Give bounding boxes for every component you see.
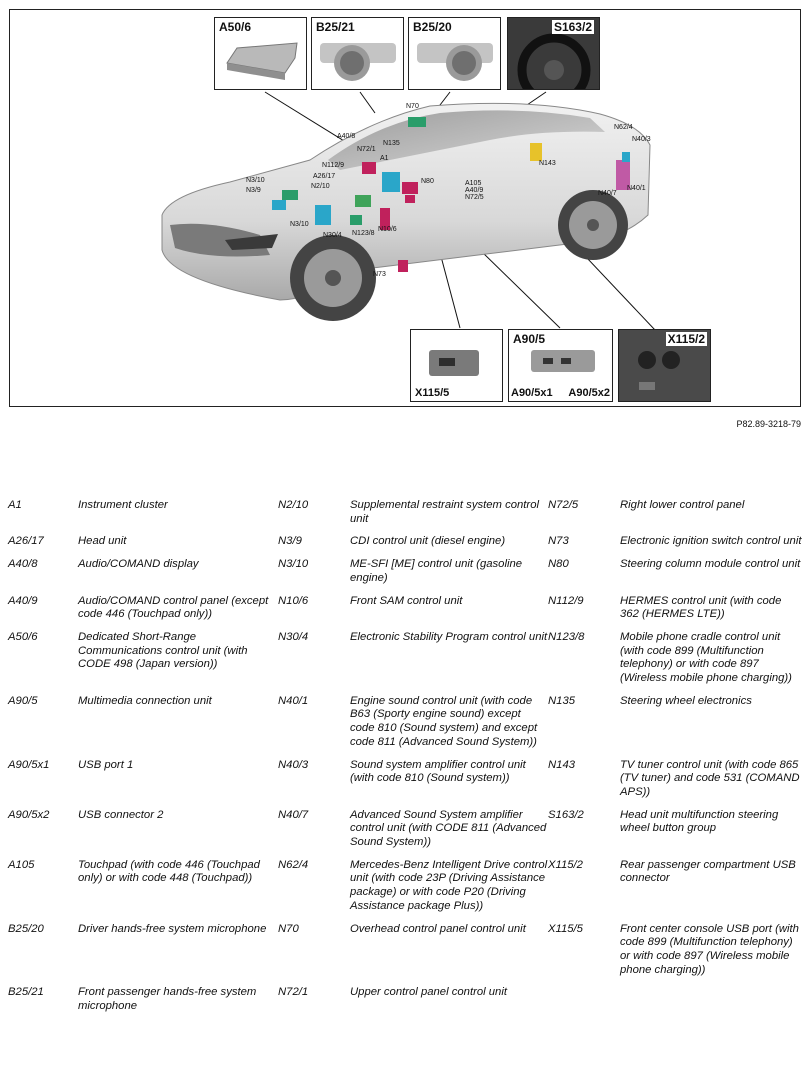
- legend-description: Overhead control panel control unit: [350, 922, 526, 935]
- legend-row: [8, 499, 803, 535]
- legend-code: N135: [548, 694, 576, 707]
- legend-code: A90/5x1: [8, 758, 50, 771]
- legend-row: [8, 986, 803, 1022]
- label-a40-9: A40/9: [465, 187, 484, 194]
- legend-code: N3/9: [278, 535, 302, 548]
- legend-code: X115/5: [548, 922, 583, 935]
- callout-a90-5-title: A90/5: [513, 332, 546, 346]
- label-n40-3: N40/3: [632, 136, 651, 143]
- label-n2-10: N2/10: [311, 183, 330, 190]
- legend-code: N73: [548, 535, 569, 548]
- legend-description: Front center console USB port (with code 899 (Multifunction telephony) or with code 897 (Wireless mobile phone charging)): [620, 922, 799, 976]
- legend-description: Supplemental restraint system control unit: [350, 499, 539, 525]
- label-n70: N70: [406, 103, 419, 110]
- legend-description: Steering column module control unit: [620, 558, 801, 571]
- legend-code: [548, 986, 620, 1022]
- label-a105: A105: [465, 180, 482, 187]
- legend-code: N143: [548, 758, 576, 771]
- callout-a90-5x1-title: A90/5x1: [511, 387, 553, 399]
- callout-b25-20: [408, 17, 501, 90]
- legend-description: Rear passenger compartment USB connector: [620, 858, 796, 885]
- legend-code: N62/4: [278, 858, 309, 871]
- legend-description: Instrument cluster: [78, 499, 168, 511]
- label-a26-17: A26/17: [313, 173, 336, 180]
- legend-description: Sound system amplifier control unit (with code 810 (Sound system)): [350, 758, 526, 785]
- legend-code: N40/7: [278, 808, 309, 821]
- callout-a50-6: [214, 17, 307, 90]
- legend-code: S163/2: [548, 808, 584, 821]
- legend-description: Electronic Stability Program control unit: [350, 630, 548, 643]
- legend-row: [8, 535, 803, 558]
- legend-code: A90/5: [8, 694, 38, 707]
- label-n72-5: N72/5: [465, 194, 484, 201]
- legend-code: N72/1: [278, 986, 309, 999]
- legend-code: N40/1: [278, 694, 309, 707]
- legend-description: Upper control panel control unit: [350, 986, 507, 999]
- callout-x115-5-title: X115/5: [415, 387, 450, 399]
- legend-code: N2/10: [278, 499, 309, 511]
- legend-code: A90/5x2: [8, 808, 50, 821]
- label-n10-6: N10/6: [378, 226, 397, 233]
- legend-description: Head unit: [78, 535, 127, 548]
- figure-reference: P82.89-3218-79: [736, 419, 801, 429]
- label-n30-4: N30/4: [323, 232, 342, 239]
- legend-row: [8, 859, 803, 923]
- legend-code: A40/9: [8, 594, 38, 607]
- legend-description: Advanced Sound System amplifier control unit (with CODE 811 (Advanced Sound System)): [350, 808, 547, 849]
- legend-description: Touchpad (with code 446 (Touchpad only) or with code 448 (Touchpad)): [78, 858, 260, 885]
- label-n40-7: N40/7: [598, 190, 617, 197]
- legend-table: [8, 499, 803, 1023]
- legend-code: N40/3: [278, 758, 309, 771]
- label-n112-9: N112/9: [322, 162, 345, 169]
- callout-b25-21: [311, 17, 404, 90]
- legend-description: Front SAM control unit: [350, 594, 463, 607]
- callout-a90-5: [508, 329, 613, 402]
- legend-code: N70: [278, 922, 299, 935]
- legend-code: N72/5: [548, 499, 579, 511]
- legend-row: [8, 558, 803, 594]
- legend-code: A105: [8, 858, 35, 871]
- legend-description: Front passenger hands-free system microphone: [78, 986, 257, 1013]
- legend-code: A1: [8, 499, 22, 511]
- label-a40-8: A40/8: [337, 133, 356, 140]
- legend-description: HERMES control unit (with code 362 (HERMES LTE)): [620, 594, 782, 621]
- callout-s163-2-title: S163/2: [553, 20, 592, 34]
- legend-description: Steering wheel electronics: [620, 694, 752, 707]
- legend-code: A26/17: [8, 535, 44, 548]
- legend-row: [8, 695, 803, 759]
- callout-s163-2: [507, 17, 600, 90]
- legend-description: Dedicated Short-Range Communications control unit (with CODE 498 (Japan version)): [78, 630, 248, 671]
- legend-description: CDI control unit (diesel engine): [350, 535, 506, 548]
- legend-code: N3/10: [278, 558, 309, 571]
- legend-code: N112/9: [548, 594, 584, 607]
- label-n72-1: N72/1: [357, 146, 376, 153]
- label-n73: N73: [373, 271, 386, 278]
- callout-x115-2: [618, 329, 711, 402]
- legend-description: ME-SFI [ME] control unit (gasoline engine): [350, 558, 523, 584]
- callout-a50-6-title: A50/6: [219, 20, 252, 34]
- label-a1: A1: [380, 155, 389, 162]
- legend-description: Mobile phone cradle control unit (with code 899 (Multifunction telephony) or with code 897 (Wireless mobile phone charging)): [620, 630, 792, 685]
- legend-code: N10/6: [278, 594, 309, 607]
- label-n3-9: N3/9: [246, 187, 261, 194]
- legend-code: B25/20: [8, 922, 44, 935]
- label-n123-8: N123/8: [352, 230, 375, 237]
- callout-x115-5: [410, 329, 503, 402]
- microphone-image: [312, 18, 403, 89]
- legend-row: [8, 809, 803, 859]
- legend-description: Audio/COMAND control panel (except code 446 (Touchpad only)): [78, 594, 269, 621]
- legend-description: TV tuner control unit (with code 865 (TV tuner) and code 531 (COMAND APS)): [620, 758, 800, 798]
- legend-row: [8, 923, 803, 987]
- legend-description: Multimedia connection unit: [78, 694, 212, 707]
- legend-code: N123/8: [548, 630, 585, 643]
- legend-description: Head unit multifunction steering wheel button group: [620, 808, 779, 835]
- label-n3-10-lower: N3/10: [290, 221, 309, 228]
- legend-description: [620, 986, 803, 1022]
- legend-description: Mercedes-Benz Intelligent Drive control unit (with code 23P (Driving Assistance package) or with code P20 (Driving Assistance package Plus)): [350, 858, 548, 912]
- component-location-figure: [9, 9, 801, 407]
- legend-code: A40/8: [8, 558, 38, 571]
- microphone-image: [409, 18, 500, 89]
- callout-b25-21-title: B25/21: [316, 20, 355, 34]
- legend-description: Electronic ignition switch control unit: [620, 535, 802, 548]
- legend-code: A50/6: [8, 630, 38, 643]
- legend-description: Driver hands-free system microphone: [78, 922, 267, 935]
- label-n135: N135: [383, 140, 400, 147]
- label-n143: N143: [539, 160, 556, 167]
- legend-row: [8, 759, 803, 809]
- legend-description: Right lower control panel: [620, 499, 745, 511]
- label-n62-4: N62/4: [614, 124, 633, 131]
- legend-code: X115/2: [548, 858, 583, 871]
- legend-row: [8, 631, 803, 695]
- legend-code: B25/21: [8, 986, 44, 999]
- dsrc-module-image: [215, 18, 306, 89]
- legend-code: N30/4: [278, 630, 309, 643]
- callout-a90-5x2-title: A90/5x2: [568, 387, 610, 399]
- legend-description: USB connector 2: [78, 808, 164, 821]
- legend-row: [8, 595, 803, 631]
- label-n40-1: N40/1: [627, 185, 646, 192]
- label-n80: N80: [421, 178, 434, 185]
- legend-description: USB port 1: [78, 758, 134, 771]
- legend-description: Engine sound control unit (with code B63 (Sporty engine sound) except code 810 (Sound system) and except code 811 (Advanced Sound System)): [350, 694, 538, 748]
- callout-x115-2-title: X115/2: [667, 332, 705, 346]
- callout-b25-20-title: B25/20: [413, 20, 452, 34]
- legend-description: Audio/COMAND display: [78, 558, 199, 571]
- label-n3-10: N3/10: [246, 177, 265, 184]
- legend-code: N80: [548, 558, 569, 571]
